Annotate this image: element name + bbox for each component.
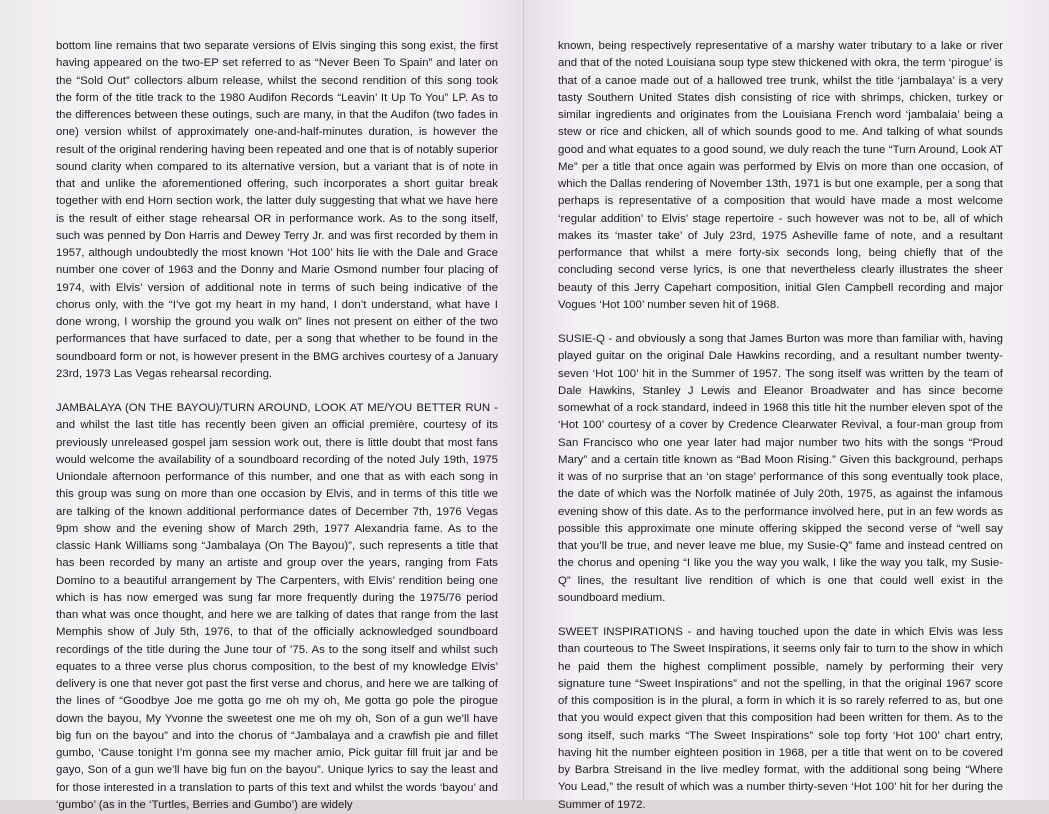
paragraph-gap — [56, 383, 498, 400]
right-paragraph-1: known, being respectively representative of a marshy water tributary to a lake or river and that of the noted Louisiana soup type stew thickened with okra, the term ‘pirogue’ is that of a canoe made out of a hallowed tree trunk, whilst the title ‘jambalaya’ is a very tasty Southern United States dish consisting of rice with shrimps, chicken, turkey or similar ingredients and originates from the Louisiana French word ‘jambalaia’ being a stew or rice and chicken, all of which sounds good to me. And talking of what sounds good and what equates to a good sound, we duly reach the tune “Turn Around, Look AT Me” per a title that once again was performed by Elvis on more than one occasion, of which the Dallas rendering of November 13th, 1971 is but one example, per a song that perhaps is representative of a composition that would have made a most welcome ‘regular addition’ to Elvis’ stage repertoire - such however was not to be, all of which makes its ‘master take’ of July 23rd, 1975 Asheville fame of note, and a resultant performance that whilst a mere forty-six seconds long, being chiefly that of the concluding second verse lyrics, is one that nevertheless clearly illustrates the sheer beauty of this Jerry Capehart composition, initial Glen Campbell recording and major Vogues ‘Hot 100’ number seven hit of 1968. — [558, 40, 1003, 311]
right-paragraph-2: SUSIE-Q - and obviously a song that James Burton was more than familiar with, having played guitar on the original Dale Hawkins recording, and a resultant number twenty-seven ‘Hot 100’ hit in the Summer of 1957. The song itself was written by the team of Dale Hawkins, Stanley J Lewis and Eleanor Broadwater and has since become somewhat of a rock standard, indeed in 1968 this title hit the number eleven spot of the ‘Hot 100’ courtesy of a cover by Credence Clearwater Revival, a four-man group from San Francisco who one year later had major number two hits with the songs “Proud Mary” and a certain title known as “Bad Moon Rising.” Given this background, perhaps it was of no surprise that an ‘on stage’ performance of this song eventually took place, the date of which was the Norfolk matinée of July 20th, 1975, as against the infamous evening show of this date. As to the performance involved here, put in an few words as possible this approximate one minute offering skipped the second verse of “well say that you’ll be true, and never leave me blue, my Susie-Q” fame and instead centred on the chorus and opening “I like you the way you walk, I like the way you talk, my Susie-Q” lines, the resultant live rendition of which is one that could well exist in the soundboard medium. — [558, 333, 1003, 604]
paragraph-gap — [558, 314, 1003, 331]
right-page — [524, 0, 1049, 811]
paragraph-gap — [558, 607, 1003, 624]
left-paragraph-2: JAMBALAYA (ON THE BAYOU)/TURN AROUND, LOOK AT ME/YOU BETTER RUN - and whilst the last title has recently been given an official première, courtesy of its previously unreleased gospel jam session work out, there is little doubt that most fans would welcome the availability of a soundboard recording of the noted July 19th, 1975 Uniondale afternoon performance of this number, and one that as with each song in this group was sung on more than one occasion by Elvis, and in terms of this title we are talking of the known additional performance dates of December 7th, 1976 Vegas 9pm show and the evening show of March 29th, 1977 Alexandria fame. As to the classic Hank Williams song “Jambalaya (On The Bayou)”, such represents a title that has been recorded by many an artiste and group over the years, ranging from Fats Domino to a beautiful arrangement by The Carpenters, with Elvis’ rendition being one which is has now emerged was sung far more frequently during the 1975/76 period than what was once thought, and here we are talking of dates that range from the last Memphis show of July 5th, 1976, to that of the officially acknowledged soundboard recordings of the title during the June tour of ’75. As to the song itself and whilst such equates to a three verse plus chorus composition, to the best of my knowledge Elvis’ delivery is one that never got past the first verse and chorus, and here we are talking of the lines of “Goodbye Joe me gotta go me oh my oh, Me gotta go pole the pirogue down the bayou, My Yvonne the sweetest one me oh my oh, Son of a gun we’ll have big fun on the bayou” and into the chorus of “Jambalaya and a crawfish pie and fillet gumbo, ‘Cause tonight I’m gonna see my macher amio, Pick guitar fill fruit jar and be gayo, Son of a gun we’ll have big fun on the bayou”. Unique lyrics to say the least and for those interested in a translation to parts of this text and whilst the words ‘bayou’ and ‘gumbo’ (as in the ‘Turtles, Berries and Gumbo’) are widely — [56, 402, 498, 811]
left-page — [0, 0, 524, 811]
left-paragraph-1: bottom line remains that two separate versions of Elvis singing this song exist, the first having appeared on the two-EP set referred to as “Never Been To Spain” and later on the “Sold Out” collectors album release, whilst the second rendition of this song took the form of the title track to the 1980 Audifon Records “Leavin’ It Up To You” LP. As to the differences between these outings, such are many, in that the Audifon (two fades in one) version whilst of approximately one-and-half-minutes duration, is however the result of the original rendering having been repeated and one that is of notably superior sound clarity when compared to its alternative version, but a variant that is of note in that and unlike the aforementioned offering, such incorporates a short guitar break together with end Horn section work, the latter duly suggesting that what we have here is the result of either stage rehearsal OR in performance work. As to the song itself, such was penned by Don Harris and Dewey Terry Jr. and was first recorded by them in 1957, although undoubtedly the most known ‘Hot 100’ hits lie with the Dale and Grace number one cover of 1963 and the Donny and Marie Osmond number four placing of 1974, with Elvis’ version of additional note in terms of such being indicative of the chorus only, with the “I’ve got my heart in my hand, I don’t understand, what have I done wrong, I worship the ground you walk on” lines not present on either of the two performances that have surfaced to date, per a song that whether to be found in the soundboard form or not, is however present in the BMG archives courtesy of a January 23rd, 1973 Las Vegas rehearsal recording. — [56, 40, 498, 380]
right-paragraph-3: SWEET INSPIRATIONS - and having touched upon the date in which Elvis was less than courteous to The Sweet Inspirations, it seems only fair to turn to the show in which he paid them the highest compliment possible, namely by performing their very signature tune “Sweet Inspirations” and not the spelling, in that the original 1967 score of this composition is in the plural, a form in which it is so rarely referred to as, but one that you would expect given that this composition had been written for them. As to the song itself, such marks “The Sweet Inspirations” sole top forty ‘Hot 100’ chart entry, having hit the number eighteen position in 1968, per a title that went on to be covered by Barbra Streisand in the live medley format, with the additional song being “Where You Lead,” the result of which was a number thirty-seven ‘Hot 100’ hit for her during the Summer of 1972. — [558, 626, 1003, 811]
